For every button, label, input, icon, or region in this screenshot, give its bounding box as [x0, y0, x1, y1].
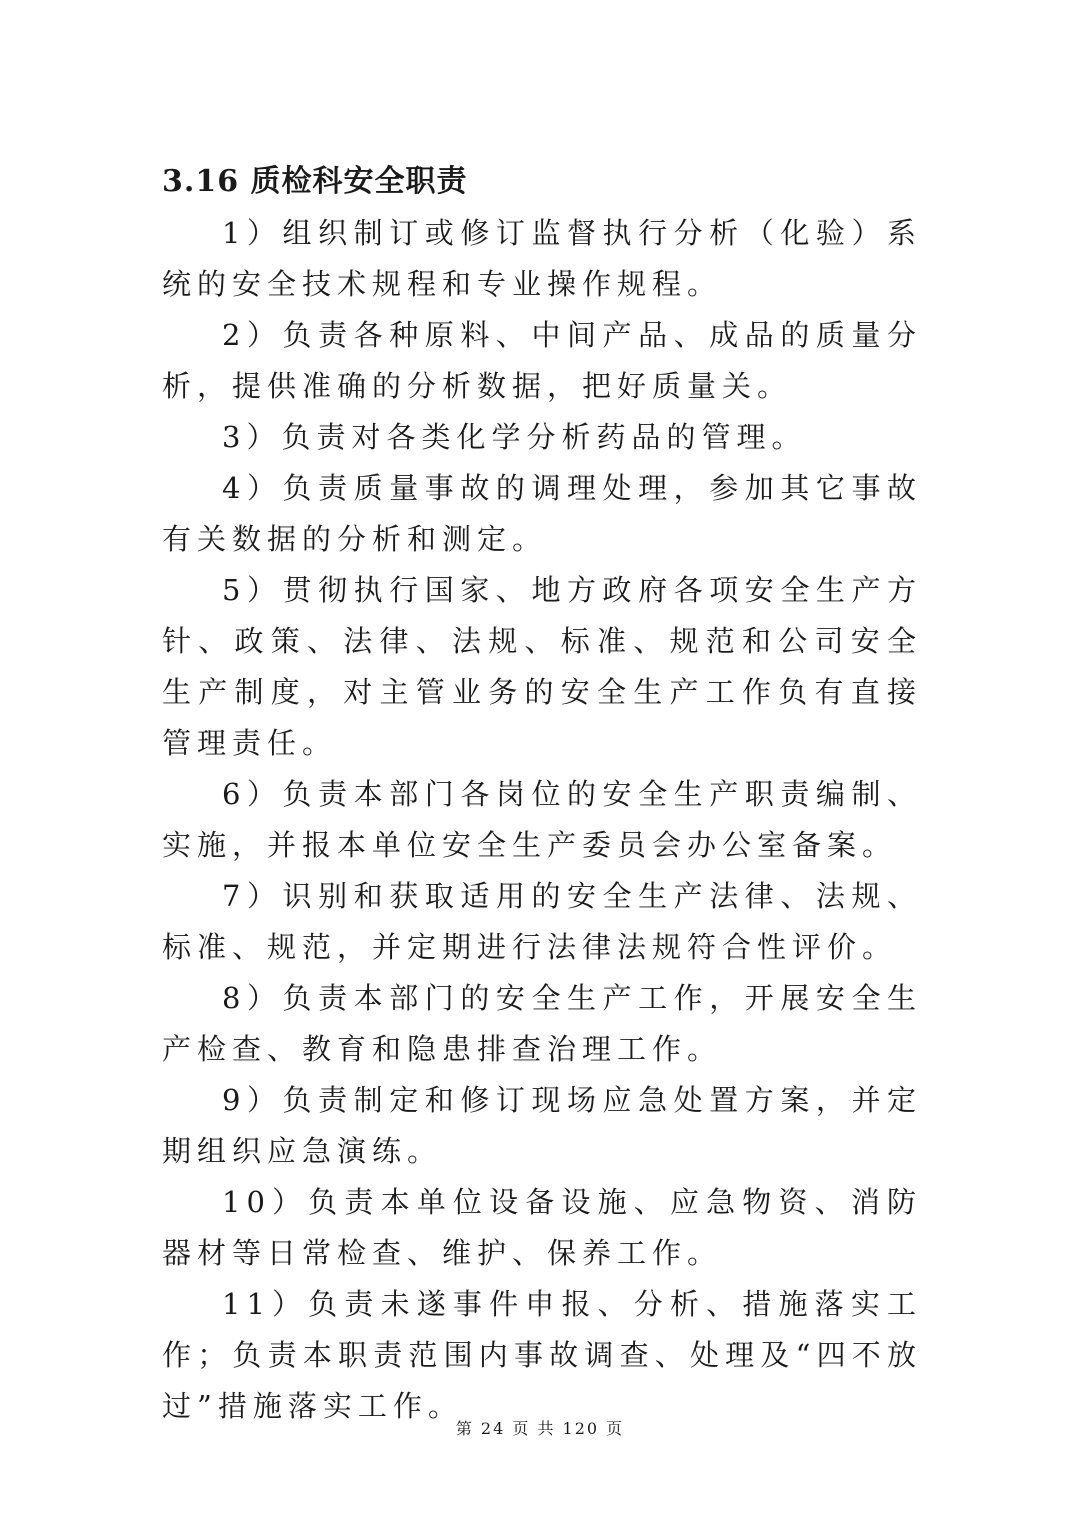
paragraph-item-7: 7）识别和获取适用的安全生产法律、法规、标准、规范，并定期进行法律法规符合性评价。 — [162, 879, 922, 964]
section-heading: 3.16 质检科安全职责 — [162, 164, 468, 199]
paragraph-list — [162, 208, 922, 1432]
paragraph-item-6: 6）负责本部门各岗位的安全生产职责编制、实施，并报本单位安全生产委员会办公室备案。 — [162, 777, 922, 862]
paragraph-item-5: 5）贯彻执行国家、地方政府各项安全生产方针、政策、法律、法规、标准、规范和公司安全生产制度，对主管业务的安全生产工作负有直接管理责任。 — [162, 573, 922, 760]
paragraph-item-4: 4）负责质量事故的调理处理，参加其它事故有关数据的分析和测定。 — [162, 471, 922, 556]
paragraph-item-11: 11）负责未遂事件申报、分析、措施落实工作；负责本职责范围内事故调查、处理及“四不放过”措施落实工作。 — [162, 1287, 922, 1423]
paragraph-item-1: 1）组织制订或修订监督执行分析（化验）系统的安全技术规程和专业操作规程。 — [162, 216, 922, 301]
paragraph-item-3: 3）负责对各类化学分析药品的管理。 — [222, 420, 807, 454]
paragraph-item-2: 2）负责各种原料、中间产品、成品的质量分析，提供准确的分析数据，把好质量关。 — [162, 318, 922, 403]
paragraph-item-10: 10）负责本单位设备设施、应急物资、消防器材等日常检查、维护、保养工作。 — [162, 1185, 922, 1270]
paragraph-item-9: 9）负责制定和修订现场应急处置方案，并定期组织应急演练。 — [162, 1083, 922, 1168]
page-number-footer: 第 24 页 共 120 页 — [455, 1419, 625, 1438]
paragraph-item-8: 8）负责本部门的安全生产工作，开展安全生产检查、教育和隐患排查治理工作。 — [162, 981, 922, 1066]
